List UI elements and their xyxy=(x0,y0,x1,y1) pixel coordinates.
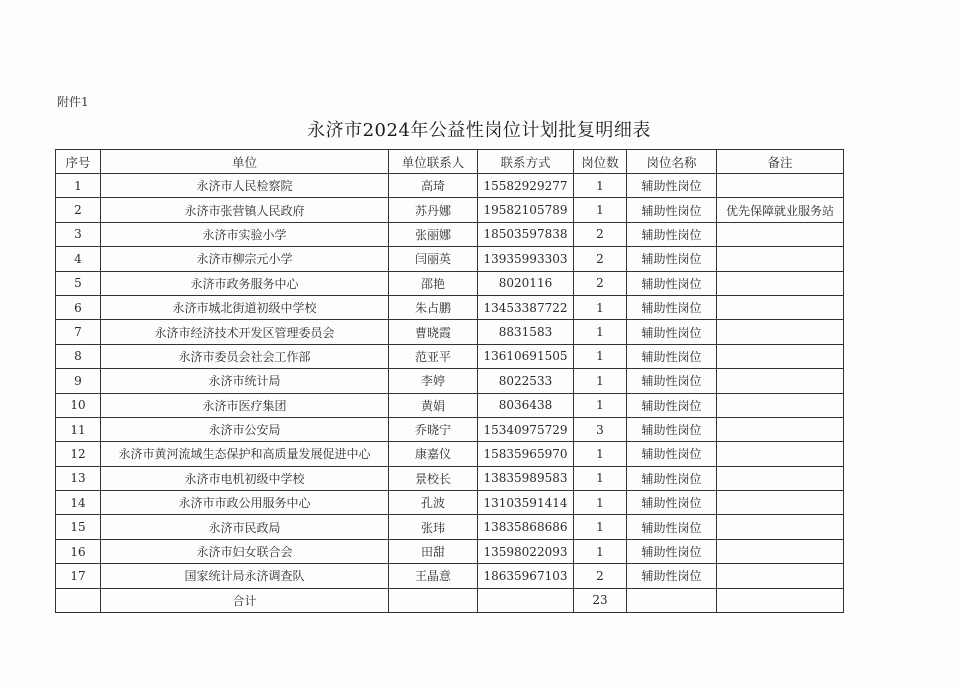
cell-phone: 8022533 xyxy=(478,369,574,393)
cell-position: 辅助性岗位 xyxy=(627,295,717,319)
document-title: 永济市2024年公益性岗位计划批复明细表 xyxy=(307,120,651,141)
cell-seq: 6 xyxy=(56,295,101,319)
table-row xyxy=(56,466,844,490)
table-row xyxy=(56,320,844,344)
cell-count: 1 xyxy=(574,515,627,539)
cell-seq: 8 xyxy=(56,344,101,368)
table-row xyxy=(56,295,844,319)
cell-contact: 黄娟 xyxy=(389,393,478,417)
cell-note xyxy=(717,466,844,490)
cell-position: 辅助性岗位 xyxy=(627,344,717,368)
cell-contact: 张丽娜 xyxy=(389,222,478,246)
cell-position: 辅助性岗位 xyxy=(627,393,717,417)
cell-position: 辅助性岗位 xyxy=(627,466,717,490)
cell-contact: 王晶意 xyxy=(389,564,478,588)
table-row xyxy=(56,222,844,246)
cell-seq: 13 xyxy=(56,466,101,490)
cell-contact: 高琦 xyxy=(389,174,478,198)
cell-unit: 永济市医疗集团 xyxy=(101,393,389,417)
cell-position: 辅助性岗位 xyxy=(627,369,717,393)
cell-position: 辅助性岗位 xyxy=(627,491,717,515)
cell-note xyxy=(717,417,844,441)
cell-position: 辅助性岗位 xyxy=(627,271,717,295)
cell-phone: 8036438 xyxy=(478,393,574,417)
cell-contact: 邵艳 xyxy=(389,271,478,295)
cell-unit: 永济市委员会社会工作部 xyxy=(101,344,389,368)
cell-position: 辅助性岗位 xyxy=(627,564,717,588)
cell-contact: 张玮 xyxy=(389,515,478,539)
cell-seq: 11 xyxy=(56,417,101,441)
table-header-row xyxy=(56,150,844,174)
header-contact: 单位联系人 xyxy=(389,150,478,174)
cell-count: 2 xyxy=(574,222,627,246)
cell-note xyxy=(717,320,844,344)
cell-phone: 19582105789 xyxy=(478,198,574,222)
cell-unit: 永济市政务服务中心 xyxy=(101,271,389,295)
cell-unit: 永济市统计局 xyxy=(101,369,389,393)
cell-note xyxy=(717,491,844,515)
cell-unit: 永济市民政局 xyxy=(101,515,389,539)
table-row xyxy=(56,442,844,466)
cell-phone: 18503597838 xyxy=(478,222,574,246)
table-row xyxy=(56,369,844,393)
total-count: 23 xyxy=(574,588,627,612)
cell-count: 1 xyxy=(574,320,627,344)
cell-contact: 朱占鹏 xyxy=(389,295,478,319)
cell-position: 辅助性岗位 xyxy=(627,247,717,271)
total-label: 合计 xyxy=(101,588,389,612)
total-seq-cell xyxy=(56,588,101,612)
table-row xyxy=(56,271,844,295)
cell-phone: 13835868686 xyxy=(478,515,574,539)
cell-count: 1 xyxy=(574,393,627,417)
cell-note xyxy=(717,344,844,368)
cell-count: 2 xyxy=(574,271,627,295)
total-row xyxy=(56,588,844,612)
cell-unit: 永济市电机初级中学校 xyxy=(101,466,389,490)
cell-contact: 苏丹娜 xyxy=(389,198,478,222)
header-seq: 序号 xyxy=(56,150,101,174)
header-unit: 单位 xyxy=(101,150,389,174)
cell-note xyxy=(717,393,844,417)
cell-note xyxy=(717,295,844,319)
cell-phone: 15835965970 xyxy=(478,442,574,466)
cell-seq: 15 xyxy=(56,515,101,539)
cell-seq: 9 xyxy=(56,369,101,393)
cell-note xyxy=(717,515,844,539)
cell-phone: 13935993303 xyxy=(478,247,574,271)
cell-unit: 永济市人民检察院 xyxy=(101,174,389,198)
table-row xyxy=(56,198,844,222)
cell-seq: 2 xyxy=(56,198,101,222)
cell-position: 辅助性岗位 xyxy=(627,539,717,563)
cell-count: 1 xyxy=(574,466,627,490)
cell-phone: 18635967103 xyxy=(478,564,574,588)
cell-phone: 15582929277 xyxy=(478,174,574,198)
cell-unit: 永济市张营镇人民政府 xyxy=(101,198,389,222)
cell-note xyxy=(717,442,844,466)
cell-seq: 4 xyxy=(56,247,101,271)
cell-unit: 永济市公安局 xyxy=(101,417,389,441)
cell-unit: 永济市黄河流域生态保护和高质量发展促进中心 xyxy=(101,442,389,466)
cell-count: 1 xyxy=(574,174,627,198)
table-row xyxy=(56,564,844,588)
cell-contact: 乔晓宁 xyxy=(389,417,478,441)
cell-phone: 8831583 xyxy=(478,320,574,344)
cell-note xyxy=(717,564,844,588)
cell-note xyxy=(717,271,844,295)
cell-unit: 永济市经济技术开发区管理委员会 xyxy=(101,320,389,344)
cell-unit: 永济市实验小学 xyxy=(101,222,389,246)
cell-unit: 永济市城北街道初级中学校 xyxy=(101,295,389,319)
cell-position: 辅助性岗位 xyxy=(627,198,717,222)
cell-count: 2 xyxy=(574,564,627,588)
cell-phone: 13453387722 xyxy=(478,295,574,319)
total-phone-cell xyxy=(478,588,574,612)
cell-count: 3 xyxy=(574,417,627,441)
table-row xyxy=(56,344,844,368)
cell-contact: 康嘉仪 xyxy=(389,442,478,466)
cell-note xyxy=(717,369,844,393)
cell-contact: 范亚平 xyxy=(389,344,478,368)
cell-unit: 永济市柳宗元小学 xyxy=(101,247,389,271)
cell-position: 辅助性岗位 xyxy=(627,222,717,246)
position-plan-table xyxy=(55,149,844,613)
cell-unit: 永济市妇女联合会 xyxy=(101,539,389,563)
total-note-cell xyxy=(717,588,844,612)
cell-seq: 12 xyxy=(56,442,101,466)
table-row xyxy=(56,247,844,271)
table-row xyxy=(56,491,844,515)
cell-note xyxy=(717,539,844,563)
table-row xyxy=(56,417,844,441)
cell-unit: 永济市市政公用服务中心 xyxy=(101,491,389,515)
attachment-label: 附件1 xyxy=(57,95,89,109)
cell-phone: 13835989583 xyxy=(478,466,574,490)
cell-contact: 闫丽英 xyxy=(389,247,478,271)
cell-contact: 田甜 xyxy=(389,539,478,563)
table-row xyxy=(56,393,844,417)
cell-seq: 16 xyxy=(56,539,101,563)
total-contact-cell xyxy=(389,588,478,612)
table-row xyxy=(56,539,844,563)
cell-note: 优先保障就业服务站 xyxy=(717,198,844,222)
table-row xyxy=(56,174,844,198)
cell-unit: 国家统计局永济调查队 xyxy=(101,564,389,588)
header-count: 岗位数 xyxy=(574,150,627,174)
cell-contact: 李婷 xyxy=(389,369,478,393)
cell-phone: 15340975729 xyxy=(478,417,574,441)
cell-note xyxy=(717,174,844,198)
cell-note xyxy=(717,247,844,271)
cell-phone: 13103591414 xyxy=(478,491,574,515)
cell-count: 1 xyxy=(574,491,627,515)
cell-position: 辅助性岗位 xyxy=(627,320,717,344)
cell-position: 辅助性岗位 xyxy=(627,442,717,466)
cell-count: 1 xyxy=(574,344,627,368)
cell-seq: 17 xyxy=(56,564,101,588)
header-position: 岗位名称 xyxy=(627,150,717,174)
cell-position: 辅助性岗位 xyxy=(627,417,717,441)
cell-seq: 10 xyxy=(56,393,101,417)
cell-contact: 孔波 xyxy=(389,491,478,515)
cell-seq: 3 xyxy=(56,222,101,246)
cell-count: 1 xyxy=(574,198,627,222)
cell-contact: 景校长 xyxy=(389,466,478,490)
cell-seq: 14 xyxy=(56,491,101,515)
cell-seq: 7 xyxy=(56,320,101,344)
header-note: 备注 xyxy=(717,150,844,174)
cell-phone: 13610691505 xyxy=(478,344,574,368)
cell-seq: 1 xyxy=(56,174,101,198)
cell-contact: 曹晓霞 xyxy=(389,320,478,344)
table-row xyxy=(56,515,844,539)
total-position-cell xyxy=(627,588,717,612)
cell-note xyxy=(717,222,844,246)
cell-count: 1 xyxy=(574,539,627,563)
cell-position: 辅助性岗位 xyxy=(627,174,717,198)
table-body xyxy=(56,174,844,589)
cell-count: 1 xyxy=(574,295,627,319)
cell-count: 1 xyxy=(574,442,627,466)
cell-phone: 13598022093 xyxy=(478,539,574,563)
cell-phone: 8020116 xyxy=(478,271,574,295)
header-phone: 联系方式 xyxy=(478,150,574,174)
cell-position: 辅助性岗位 xyxy=(627,515,717,539)
cell-seq: 5 xyxy=(56,271,101,295)
cell-count: 2 xyxy=(574,247,627,271)
cell-count: 1 xyxy=(574,369,627,393)
